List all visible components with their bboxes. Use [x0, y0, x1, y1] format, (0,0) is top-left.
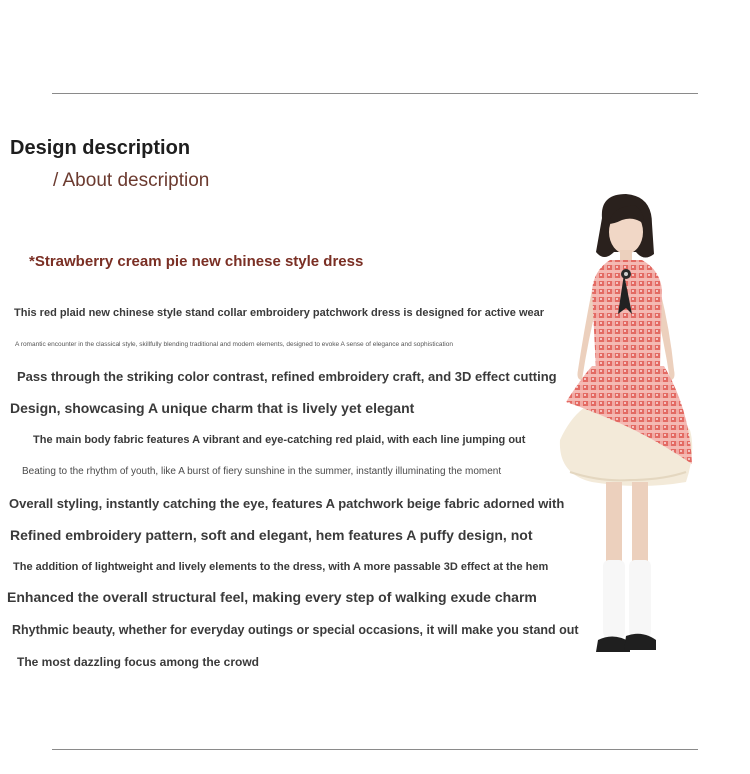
- description-line: Rhythmic beauty, whether for everyday outings or special occasions, it will make you stand out: [12, 623, 579, 637]
- description-line: Enhanced the overall structural feel, making every step of walking exude charm: [7, 589, 537, 605]
- description-line: A romantic encounter in the classical style, skillfully blending traditional and modern elements, designed to evoke A sense of elegance and sophistication: [15, 341, 453, 348]
- description-line: The most dazzling focus among the crowd: [17, 655, 260, 669]
- description-line: Refined embroidery pattern, soft and elegant, hem features A puffy design, not: [10, 527, 533, 543]
- description-line: Beating to the rhythm of youth, like A burst of fiery sunshine in the summer, instantly illuminating the moment: [22, 466, 502, 477]
- bottom-divider: [52, 749, 698, 750]
- section-title: Design description: [10, 137, 191, 159]
- product-heading: *Strawberry cream pie new chinese style dress: [29, 253, 364, 270]
- description-line: The main body fabric features A vibrant and eye-catching red plaid, with each line jumping out: [33, 434, 526, 446]
- description-line: Design, showcasing A unique charm that is lively yet elegant: [10, 400, 415, 416]
- top-divider: [52, 93, 698, 94]
- description-line: The addition of lightweight and lively elements to the dress, with A more passable 3D effect at the hem: [13, 561, 549, 573]
- description-line: This red plaid new chinese style stand collar embroidery patchwork dress is designed for active wear: [14, 307, 545, 319]
- section-subtitle: / About description: [53, 170, 210, 191]
- description-line: Pass through the striking color contrast, refined embroidery craft, and 3D effect cutting: [17, 369, 557, 384]
- model-photo: [540, 190, 700, 670]
- description-line: Overall styling, instantly catching the eye, features A patchwork beige fabric adorned with: [9, 496, 565, 511]
